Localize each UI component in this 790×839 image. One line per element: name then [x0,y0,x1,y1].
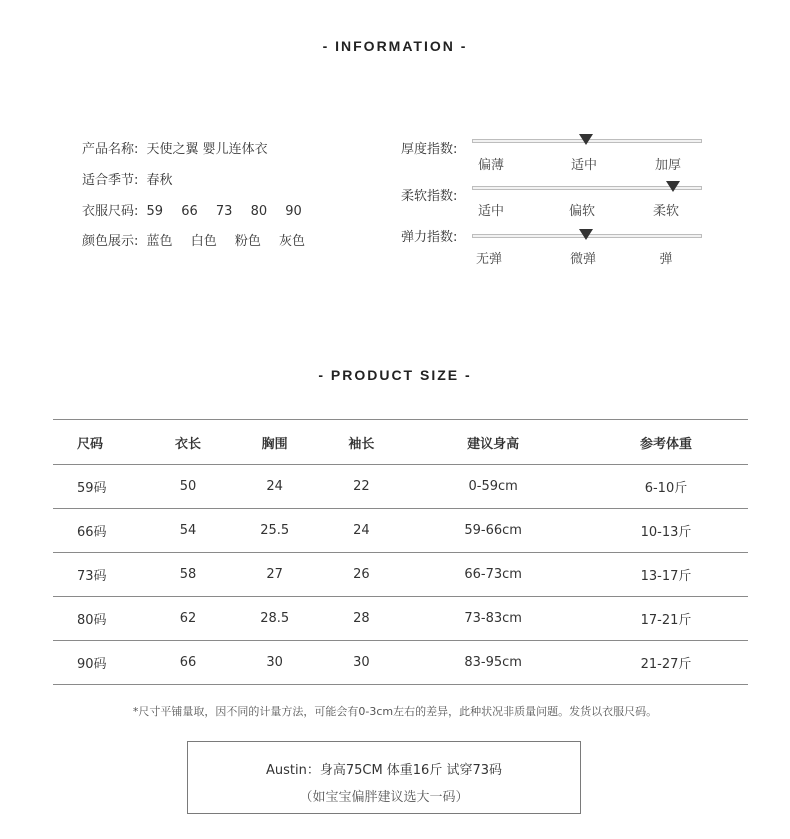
product-name-value: 天使之翼 婴儿连体衣 [146,142,268,157]
table-row [53,641,748,685]
table-cell: 6-10斤 [584,465,748,509]
table-cell: 50 [147,465,229,509]
thickness-meter-label: 厚度指数: [401,142,458,157]
measurement-note: *尺寸平铺量取，因不同的计量方法，可能会有0-3cm左右的差异，此种状况非质量问题。发货以衣服尺码。 [132,705,658,718]
size-list-label: 衣服尺码: [82,204,139,219]
table-row [53,509,748,553]
color-list-row [82,230,319,249]
product-name-row [82,138,268,157]
table-cell: 24 [229,465,320,509]
thickness-meter-marker [579,134,593,145]
table-cell: 30 [229,641,320,685]
product-size-heading: - PRODUCT SIZE - [318,367,472,383]
softness-meter-marker [666,181,680,192]
table-cell: 13-17斤 [584,553,748,597]
color-list-label: 颜色展示: [82,234,139,249]
table-cell: 10-13斤 [584,509,748,553]
table-cell: 24 [320,509,402,553]
size-list-row [82,200,316,219]
elasticity-meter-marker [579,229,593,240]
table-cell: 83-95cm [402,641,584,685]
size-option: 90 [285,204,302,219]
thickness-option: 适中 [570,158,597,173]
size-table [53,419,748,685]
thickness-option: 加厚 [654,158,681,173]
table-row [53,553,748,597]
model-sizing-tip: （如宝宝偏胖建议选大一码） [299,790,469,805]
table-cell: 73-83cm [402,597,584,641]
elasticity-option: 弹 [659,252,673,267]
table-cell: 30 [320,641,402,685]
color-option: 粉色 [234,234,261,249]
column-header: 参考体重 [584,420,748,465]
color-option: 蓝色 [146,234,173,249]
color-option: 白色 [190,234,217,249]
elasticity-meter-label: 弹力指数: [401,230,458,245]
column-header: 衣长 [147,420,229,465]
table-cell: 27 [229,553,320,597]
table-cell: 59码 [53,465,147,509]
color-option: 灰色 [279,234,306,249]
model-info-box [187,741,581,814]
table-cell: 66 [147,641,229,685]
table-row [53,597,748,641]
table-cell: 25.5 [229,509,320,553]
table-cell: 58 [147,553,229,597]
table-header-row [53,420,748,465]
table-cell: 54 [147,509,229,553]
table-cell: 26 [320,553,402,597]
model-measurements: Austin：身高75CM 体重16斤 试穿73码 [265,763,503,778]
table-cell: 73码 [53,553,147,597]
table-cell: 17-21斤 [584,597,748,641]
elasticity-option: 微弹 [569,252,596,267]
season-row [82,169,173,188]
column-header: 建议身高 [402,420,584,465]
column-header: 胸围 [229,420,320,465]
table-cell: 66码 [53,509,147,553]
season-label: 适合季节: [82,173,139,188]
size-option: 73 [215,204,233,219]
table-cell: 90码 [53,641,147,685]
table-cell: 59-66cm [402,509,584,553]
softness-option: 柔软 [652,204,679,219]
elasticity-option: 无弹 [475,252,502,267]
table-cell: 21-27斤 [584,641,748,685]
thickness-option: 偏薄 [477,158,504,173]
product-name-label: 产品名称: [82,142,139,157]
table-cell: 62 [147,597,229,641]
size-option: 80 [250,204,268,219]
table-cell: 80码 [53,597,147,641]
size-option: 59 [146,204,164,219]
column-header: 袖长 [320,420,402,465]
table-cell: 28 [320,597,402,641]
softness-option: 偏软 [568,204,595,219]
table-cell: 0-59cm [402,465,584,509]
column-header: 尺码 [53,420,147,465]
season-value: 春秋 [146,173,173,188]
table-cell: 28.5 [229,597,320,641]
table-row [53,465,748,509]
softness-option: 适中 [477,204,504,219]
size-option: 66 [181,204,198,219]
softness-meter-label: 柔软指数: [401,189,458,204]
table-cell: 22 [320,465,402,509]
information-heading: - INFORMATION - [322,38,468,54]
table-cell: 66-73cm [402,553,584,597]
